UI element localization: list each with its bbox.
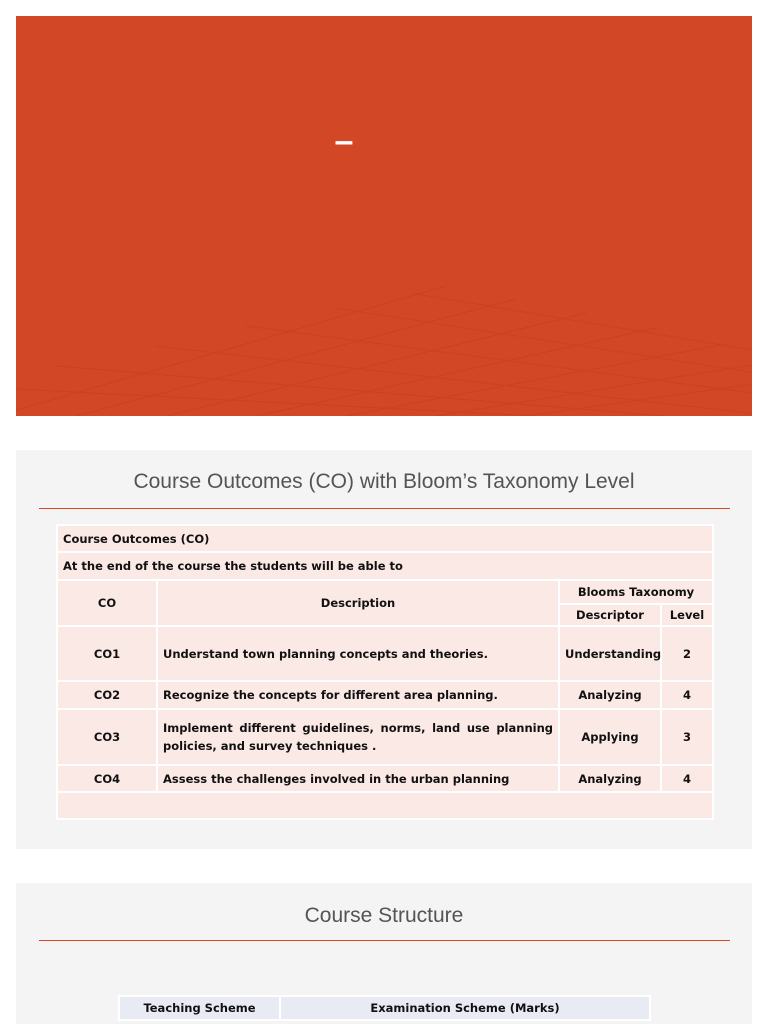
title-underline — [39, 508, 730, 509]
co-id: CO3 — [57, 709, 157, 765]
co-level: 2 — [661, 626, 713, 681]
co-description: Assess the challenges involved in the urban planning — [157, 765, 559, 792]
table-header-row — [57, 580, 713, 604]
co-description: Recognize the concepts for different area planning. — [157, 681, 559, 709]
co-descriptor: Applying — [559, 709, 661, 765]
table-intro: At the end of the course the students will be able to — [57, 552, 713, 580]
table-header-row — [119, 996, 650, 1020]
title-underline — [39, 940, 730, 941]
table-row — [57, 681, 713, 709]
header-teaching-scheme: Teaching Scheme — [119, 996, 280, 1020]
title-slide-background — [16, 16, 752, 416]
header-examination-scheme: Examination Scheme (Marks) — [280, 996, 650, 1020]
header-co: CO — [57, 580, 157, 626]
co-description: Understand town planning concepts and theories. — [157, 626, 559, 681]
table-row — [57, 709, 713, 765]
title-slide — [16, 16, 752, 416]
table-row — [57, 525, 713, 552]
co-descriptor: Analyzing — [559, 765, 661, 792]
table-row-empty — [57, 792, 713, 819]
course-outcomes-slide — [16, 450, 752, 849]
course-structure-slide — [16, 883, 752, 1024]
table-row — [57, 552, 713, 580]
table-row — [57, 765, 713, 792]
co-level: 3 — [661, 709, 713, 765]
header-blooms-taxonomy: Blooms Taxonomy — [559, 580, 713, 604]
co-id: CO1 — [57, 626, 157, 681]
course-outcomes-table — [56, 524, 714, 820]
header-descriptor: Descriptor — [559, 604, 661, 626]
header-description: Description — [157, 580, 559, 626]
table-heading: Course Outcomes (CO) — [57, 525, 713, 552]
co-descriptor: Analyzing — [559, 681, 661, 709]
course-structure-table — [118, 995, 651, 1021]
co-description: Implement different guidelines, norms, land use planning policies, and survey techniques . — [157, 709, 559, 765]
co-id: CO4 — [57, 765, 157, 792]
table-row — [57, 626, 713, 681]
co-level: 4 — [661, 681, 713, 709]
slide-title: Course Structure — [304, 904, 464, 927]
co-level: 4 — [661, 765, 713, 792]
co-descriptor: Understanding — [559, 626, 661, 681]
slide-title: – — [334, 122, 354, 160]
empty-cell — [57, 792, 713, 819]
header-level: Level — [661, 604, 713, 626]
co-id: CO2 — [57, 681, 157, 709]
slide-title: Course Outcomes (CO) with Bloom’s Taxonomy Level — [133, 470, 635, 493]
